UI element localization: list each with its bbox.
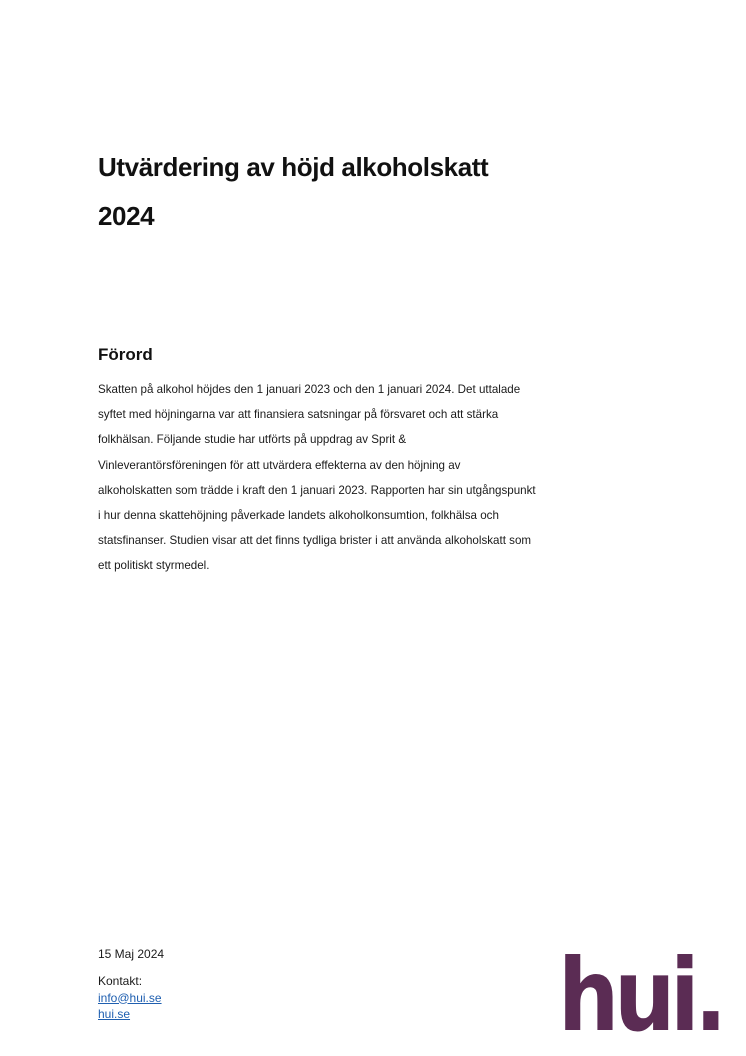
preface-paragraph: [98, 377, 578, 579]
preface-line: ett politiskt styrmedel.: [98, 559, 210, 573]
publication-date: 15 Maj 2024: [98, 947, 165, 961]
preface-line: alkoholskatten som trädde i kraft den 1 januari 2023. Rapporten har sin utgångspunkt: [98, 483, 536, 497]
document-title: [98, 143, 618, 241]
title-line: Utvärdering av höjd alkoholskatt: [98, 152, 489, 182]
preface-line: Skatten på alkohol höjdes den 1 januari 2023 och den 1 januari 2024. Det uttalade: [98, 383, 521, 396]
contact-block: [98, 973, 162, 1023]
title-line: 2024: [98, 201, 155, 231]
contact-label: Kontakt:: [98, 974, 143, 988]
website-link[interactable]: hui.se: [98, 1007, 131, 1021]
preface-line: folkhälsan. Följande studie har utförts på uppdrag av Sprit &: [98, 433, 407, 447]
hui-logo: [558, 937, 722, 1054]
preface-line: statsfinanser. Studien visar att det finns tydliga brister i att använda alkoholskatt som: [98, 534, 532, 548]
preface-line: Vinleverantörsföreningen för att utvärdera effekterna av den höjning av: [98, 458, 461, 472]
preface-line: i hur denna skattehöjning påverkade landets alkoholkonsumtion, folkhälsa och: [98, 509, 499, 523]
preface-line: syftet med höjningarna var att finansiera satsningar på försvaret och att stärka: [98, 408, 499, 422]
logo-text: hui.: [558, 937, 722, 1054]
preface-heading: Förord: [98, 345, 153, 364]
email-link[interactable]: info@hui.se: [98, 990, 162, 1005]
